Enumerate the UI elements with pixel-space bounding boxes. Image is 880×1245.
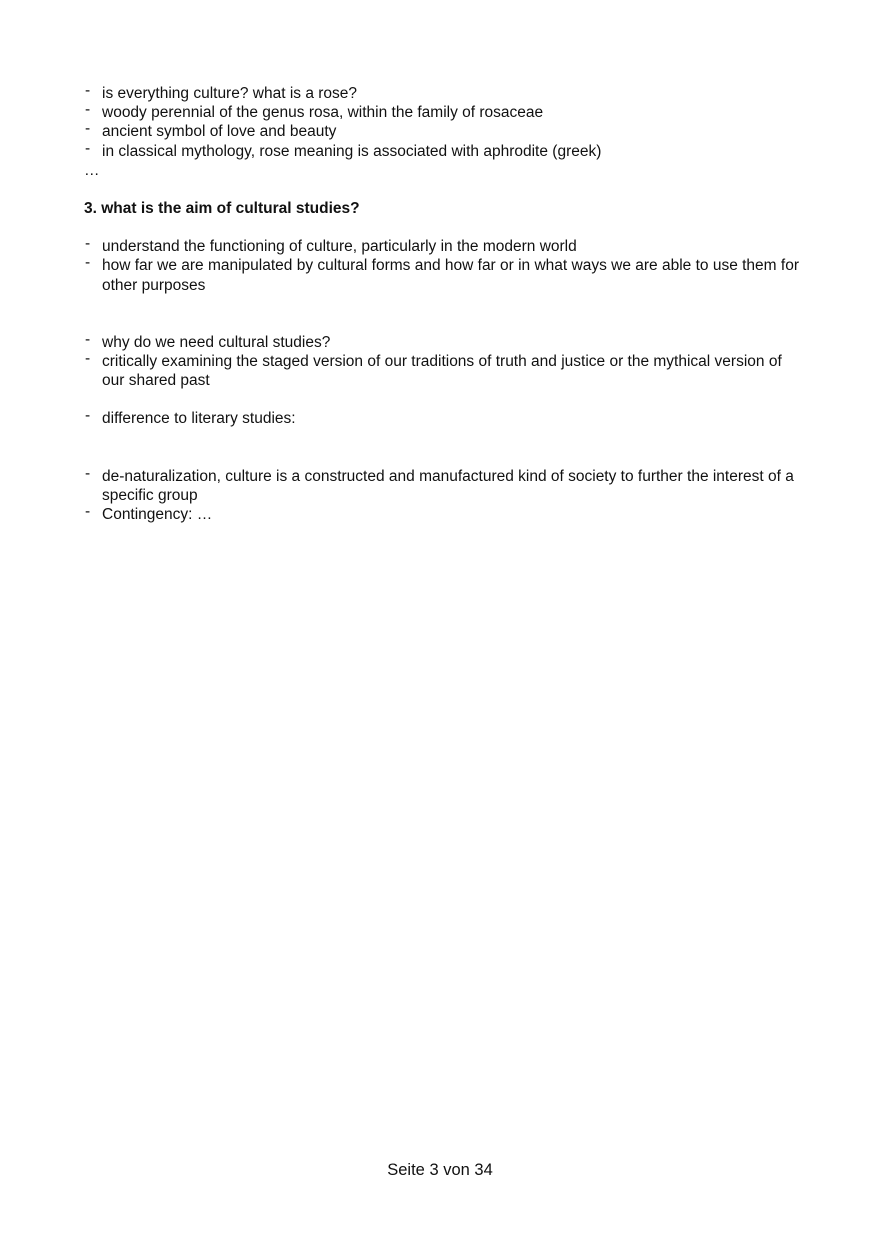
list-item: - why do we need cultural studies? [84, 333, 804, 352]
list-item: - critically examining the staged version of our traditions of truth and justice or the mythical version of our shared past [84, 352, 804, 390]
page-number-footer: Seite 3 von 34 [387, 1161, 493, 1179]
aim-bullet-list [84, 237, 804, 295]
denaturalization-bullet-list [84, 467, 804, 525]
list-item: - Contingency: … [84, 505, 804, 524]
list-item: - woody perennial of the genus rosa, within the family of rosaceae [84, 103, 804, 122]
section-heading: 3. what is the aim of cultural studies? [84, 200, 360, 218]
list-item: - difference to literary studies: [84, 409, 804, 428]
page-content [84, 84, 804, 524]
list-item: - de-naturalization, culture is a constructed and manufactured kind of society to further the interest of a specific group [84, 467, 804, 505]
list-item: - understand the functioning of culture, particularly in the modern world [84, 237, 804, 256]
list-item: - is everything culture? what is a rose? [84, 84, 804, 103]
need-bullet-list [84, 333, 804, 391]
spacer [84, 390, 804, 409]
list-item: - ancient symbol of love and beauty [84, 122, 804, 141]
ellipsis-text: … [84, 161, 100, 179]
spacer [84, 429, 804, 467]
rose-bullet-list [84, 84, 804, 161]
difference-bullet-list [84, 409, 804, 428]
list-item: - in classical mythology, rose meaning is associated with aphrodite (greek) [84, 142, 804, 161]
list-item: - how far we are manipulated by cultural forms and how far or in what ways we are able to use them for other purposes [84, 256, 804, 294]
spacer [84, 295, 804, 333]
